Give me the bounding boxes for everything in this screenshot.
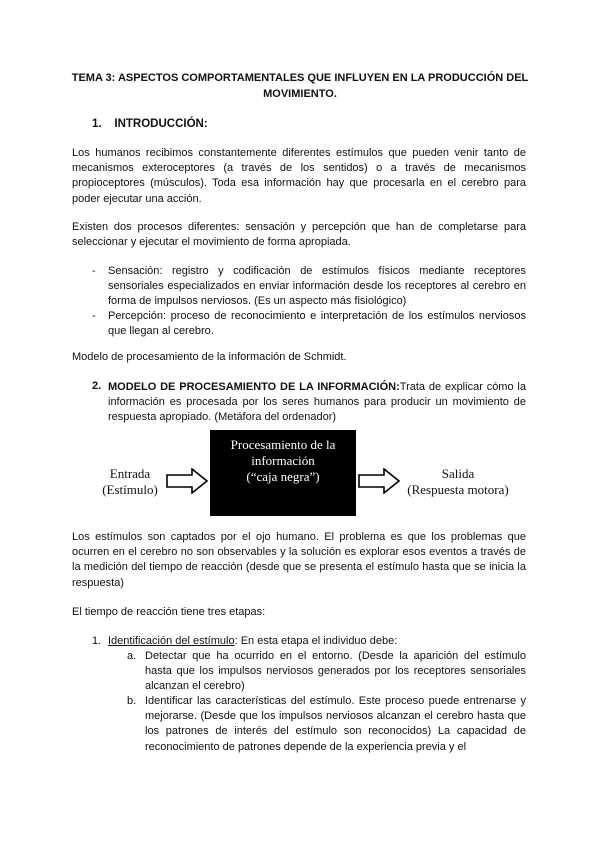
stimuli-paragraph: Los estímulos son captados por el ojo humano. El problema es que los problemas que ocurren en el cerebro no son observables y la solución es explorar esos eventos a través de la medición del tiempo de reacción (desde que se presenta el estímulo hasta que se inicia la respuesta) bbox=[72, 531, 526, 589]
output-label bbox=[396, 466, 520, 498]
information-processing-diagram bbox=[90, 430, 520, 520]
input-line2: (Estímulo) bbox=[102, 482, 158, 497]
reaction-time-line: El tiempo de reacción tiene tres etapas: bbox=[72, 606, 266, 618]
arrow-right-icon bbox=[358, 468, 400, 494]
stage-1-number: 1. bbox=[92, 635, 102, 647]
processes-paragraph: Existen dos procesos diferentes: sensación y percepción que han de completarse para seleccionar y ejecutar el movimiento de forma apropiada. bbox=[72, 221, 526, 249]
stage-1b-letter: b. bbox=[127, 695, 137, 707]
section-2-text: Trata de explicar cómo la información es procesada por los seres humanos para producir un movimiento de respuesta apropiado. (Metáfora del ordenador) bbox=[108, 381, 526, 424]
bullet-marker: - bbox=[92, 310, 96, 322]
section-1-number: 1. bbox=[92, 118, 102, 130]
output-line1: Salida bbox=[441, 466, 475, 481]
page-title: TEMA 3: ASPECTOS COMPORTAMENTALES QUE INFLUYEN EN LA PRODUCCIÓN DEL MOVIMIENTO. bbox=[71, 72, 529, 100]
box-line3: (“caja negra”) bbox=[246, 469, 320, 484]
model-line: Modelo de procesamiento de la información de Schmidt. bbox=[72, 351, 347, 363]
section-2-number: 2. bbox=[92, 380, 102, 392]
stage-1-intro: : En esta etapa el individuo debe: bbox=[234, 635, 398, 647]
input-line1: Entrada bbox=[109, 466, 151, 481]
section-1-title: INTRODUCCIÓN: bbox=[114, 118, 208, 130]
bullet-percepcion: Percepción: proceso de reconocimiento e interpretación de los estímulos nerviosos que llegan al cerebro. bbox=[108, 310, 526, 338]
stage-1-label: Identificación del estímulo bbox=[108, 635, 235, 647]
box-line2: información bbox=[251, 453, 315, 468]
input-label bbox=[90, 466, 170, 498]
box-line1: Procesamiento de la bbox=[230, 437, 336, 452]
output-line2: (Respuesta motora) bbox=[407, 482, 509, 497]
section-2-paragraph bbox=[108, 380, 526, 426]
section-1-heading bbox=[92, 118, 208, 130]
black-box bbox=[210, 430, 356, 516]
bullet-sensacion: Sensación: registro y codificación de estímulos físicos mediante receptores sensoriales especializados en enviar información desde los receptores al cerebro en forma de impulsos nerviosos. (Es un aspecto más fisiológico) bbox=[108, 265, 526, 308]
stage-1b-text: Identificar las características del estímulo. Este proceso puede entrenarse y mejorarse. (Desde que los impulsos nerviosos alcanzan el cerebro hasta que los patrones de interés del estímulo son reconocidos) La capacidad de reconocimiento de patrones depende de la experiencia previa y el bbox=[145, 695, 526, 753]
stage-1a-letter: a. bbox=[127, 650, 137, 662]
arrow-right-icon bbox=[166, 468, 208, 494]
stage-1a-text: Detectar que ha ocurrido en el entorno. (Desde la aparición del estímulo hasta que los impulsos nerviosos generados por los receptores sensoriales alcanzan el cerebro) bbox=[145, 650, 526, 693]
stage-1-text bbox=[108, 634, 526, 649]
section-2-heading: MODELO DE PROCESAMIENTO DE LA INFORMACIÓN: bbox=[108, 381, 400, 393]
bullet-marker: - bbox=[92, 265, 96, 277]
intro-paragraph: Los humanos recibimos constantemente diferentes estímulos que pueden venir tanto de mecanismos exteroceptores (a través de los sentidos) o a través de mecanismos propioceptores (músculos). Toda esa información hay que procesarla en el cerebro para poder ejecutar una acción. bbox=[72, 147, 526, 205]
